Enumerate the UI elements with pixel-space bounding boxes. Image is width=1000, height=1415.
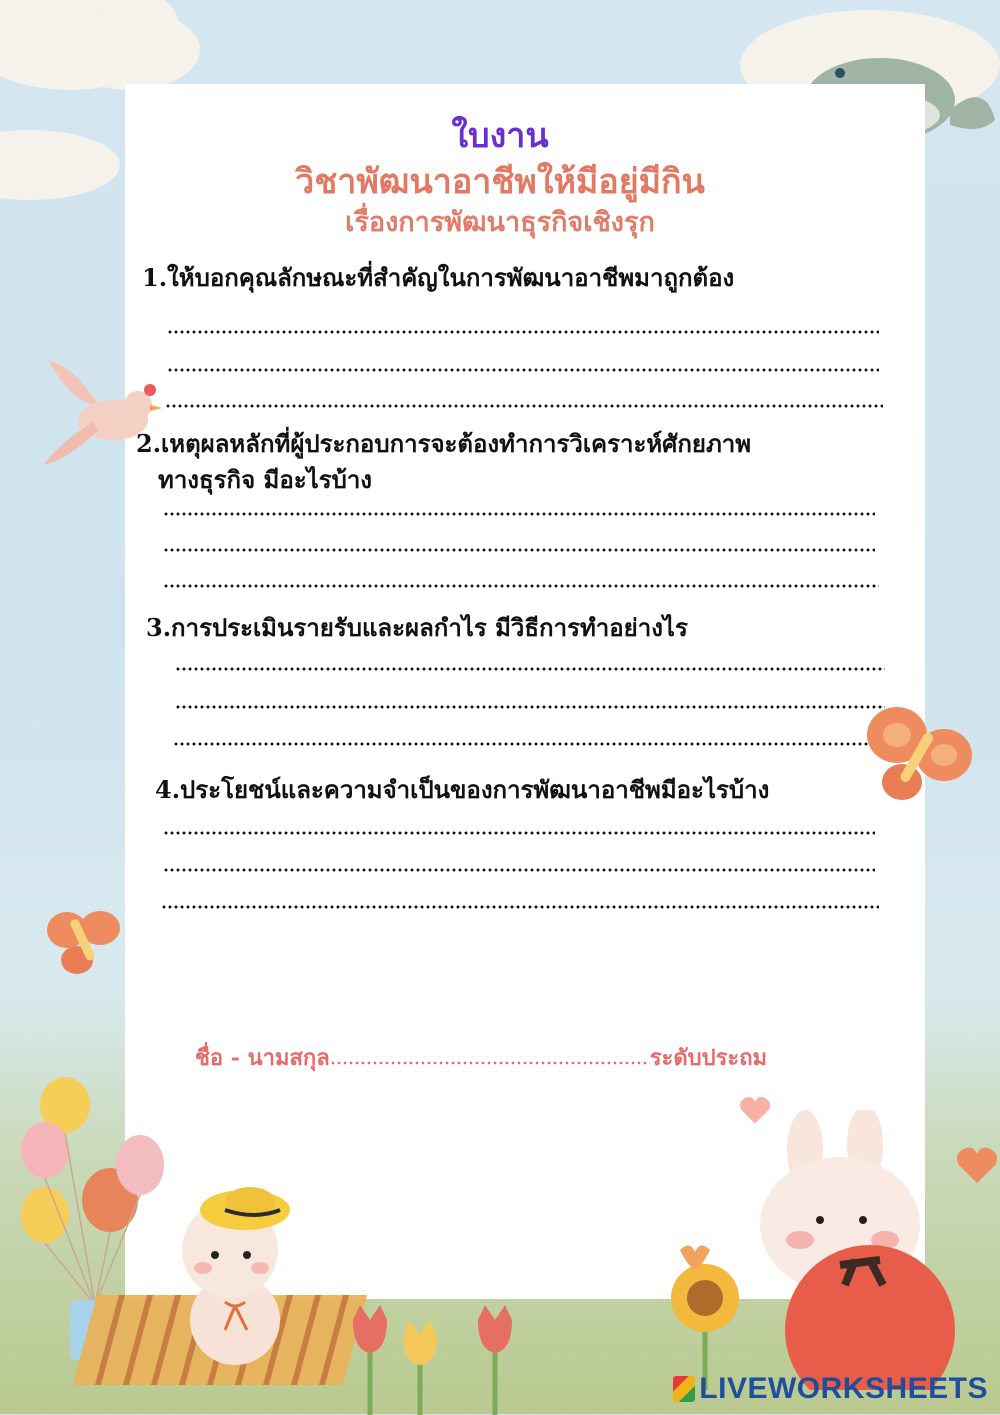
butterfly-icon bbox=[862, 700, 977, 815]
butterfly-icon bbox=[42, 900, 127, 985]
name-field-row bbox=[195, 1040, 767, 1075]
liveworksheets-logo-icon bbox=[673, 1376, 695, 1402]
answer-line[interactable] bbox=[163, 548, 875, 552]
bunny-icon bbox=[745, 1110, 975, 1390]
subject-title: วิชาพัฒนาอาชีพให้มีอยู่มีกิน bbox=[295, 162, 705, 202]
heart-icon bbox=[955, 1145, 999, 1185]
tulip-icon bbox=[345, 1305, 535, 1415]
answer-line[interactable] bbox=[163, 512, 875, 516]
name-label: ชื่อ - นามสกุล bbox=[195, 1045, 330, 1071]
cloud-icon bbox=[60, 10, 200, 90]
name-input-line[interactable] bbox=[330, 1061, 650, 1065]
question-2-text: 2.เหตุผลหลักที่ผู้ประกอบการจะต้องทำการวิเคราะห์ศักยภาพ bbox=[136, 429, 752, 458]
question-3-text: 3.การประเมินรายรับและผลกำไร มีวิธีการทำอย่างไร bbox=[146, 613, 688, 642]
answer-line[interactable] bbox=[163, 868, 875, 872]
answer-line[interactable] bbox=[175, 667, 885, 671]
answer-line[interactable] bbox=[163, 831, 875, 835]
heart-icon bbox=[738, 1095, 772, 1125]
answer-line[interactable] bbox=[167, 368, 879, 372]
question-4-text: 4.ประโยชน์และความจำเป็นของการพัฒนาอาชีพมีอะไรบ้าง bbox=[155, 775, 770, 804]
worksheet-title: ใบงาน bbox=[451, 116, 549, 156]
answer-line[interactable] bbox=[175, 705, 885, 709]
answer-line[interactable] bbox=[165, 404, 883, 408]
level-label: ระดับประถม bbox=[649, 1045, 768, 1071]
answer-line[interactable] bbox=[161, 905, 879, 909]
liveworksheets-logo bbox=[673, 1372, 988, 1406]
cat-icon bbox=[165, 1180, 305, 1370]
sunflower-icon bbox=[655, 1240, 755, 1390]
topic-title: เรื่องการพัฒนาธุรกิจเชิงรุก bbox=[345, 207, 655, 238]
question-2-text-continued: ทางธุรกิจ มีอะไรบ้าง bbox=[158, 465, 373, 494]
answer-line[interactable] bbox=[163, 584, 879, 588]
question-1-text: 1.ให้บอกคุณลักษณะที่สำคัญในการพัฒนาอาชีพมาถูกต้อง bbox=[142, 263, 735, 292]
answer-line[interactable] bbox=[173, 742, 889, 746]
answer-line[interactable] bbox=[167, 330, 879, 334]
liveworksheets-logo-text: LIVEWORKSHEETS bbox=[699, 1372, 988, 1405]
